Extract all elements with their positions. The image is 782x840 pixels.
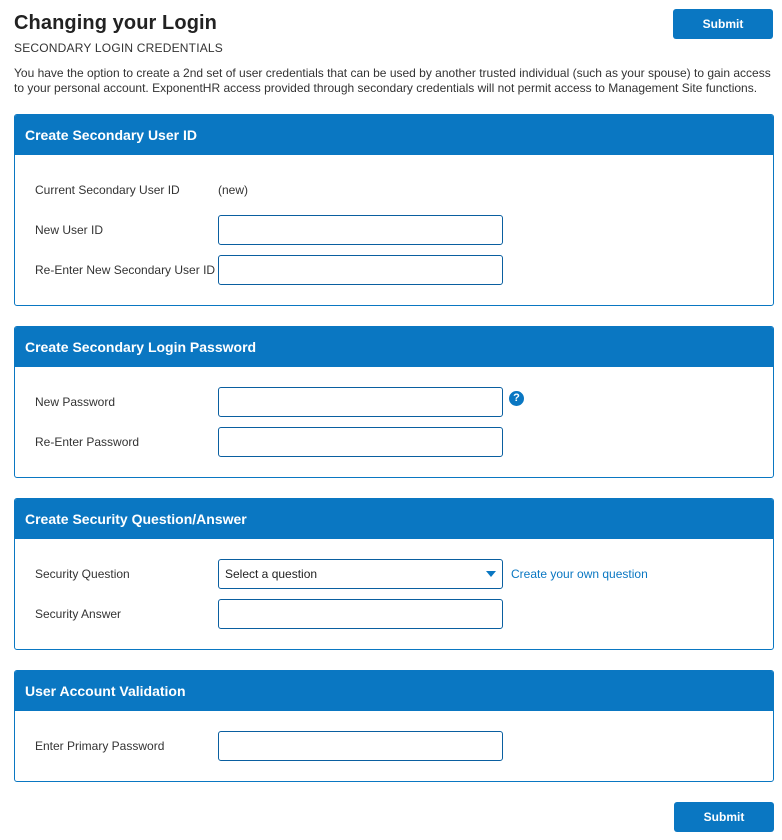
security-answer-input[interactable] [218, 599, 503, 629]
row-new-user-id [15, 215, 773, 245]
primary-password-label: Enter Primary Password [35, 739, 165, 753]
row-current-user-id [15, 175, 773, 205]
current-user-id-label: Current Secondary User ID [35, 183, 180, 197]
panel-header-security: Create Security Question/Answer [15, 499, 773, 539]
new-user-id-input[interactable] [218, 215, 503, 245]
reenter-user-id-input[interactable] [218, 255, 503, 285]
security-answer-label: Security Answer [35, 607, 122, 621]
panel-header-user-id: Create Secondary User ID [15, 115, 773, 155]
row-new-password [15, 387, 773, 417]
primary-password-input[interactable] [218, 731, 503, 761]
panel-secondary-user-id [14, 114, 774, 306]
reenter-user-id-label: Re-Enter New Secondary User ID [35, 263, 216, 277]
page-subtitle: SECONDARY LOGIN CREDENTIALS [14, 41, 224, 55]
reenter-password-input[interactable] [218, 427, 503, 457]
security-question-label: Security Question [35, 567, 130, 581]
panel-header-password: Create Secondary Login Password [15, 327, 773, 367]
security-question-selected: Select a question [225, 567, 318, 581]
panel-header-validation: User Account Validation [15, 671, 773, 711]
submit-button-bottom[interactable]: Submit [674, 802, 774, 832]
submit-button-top[interactable]: Submit [673, 9, 773, 39]
create-own-question-link[interactable]: Create your own question [511, 567, 648, 581]
new-user-id-label: New User ID [35, 223, 104, 237]
panel-security-question [14, 498, 774, 650]
row-security-answer [15, 599, 773, 629]
new-password-label: New Password [35, 395, 116, 409]
row-security-question [15, 559, 773, 589]
row-reenter-user-id [15, 255, 773, 285]
question-circle-icon[interactable]: ? [509, 391, 524, 406]
security-question-select[interactable] [218, 559, 503, 589]
panel-secondary-password [14, 326, 774, 478]
page-title: Changing your Login [14, 12, 217, 34]
reenter-password-label: Re-Enter Password [35, 435, 140, 449]
row-reenter-password [15, 427, 773, 457]
panel-account-validation [14, 670, 774, 782]
intro-text: You have the option to create a 2nd set of user credentials that can be used by another trusted individual (such as your spouse) to gain access to your personal account. ExponentHR access provided through secondary credentials will not permit access to Management Site functions. [14, 66, 771, 95]
current-user-id-value: (new) [218, 183, 249, 197]
new-password-input[interactable] [218, 387, 503, 417]
row-primary-password [15, 731, 773, 761]
caret-down-icon [486, 571, 496, 577]
